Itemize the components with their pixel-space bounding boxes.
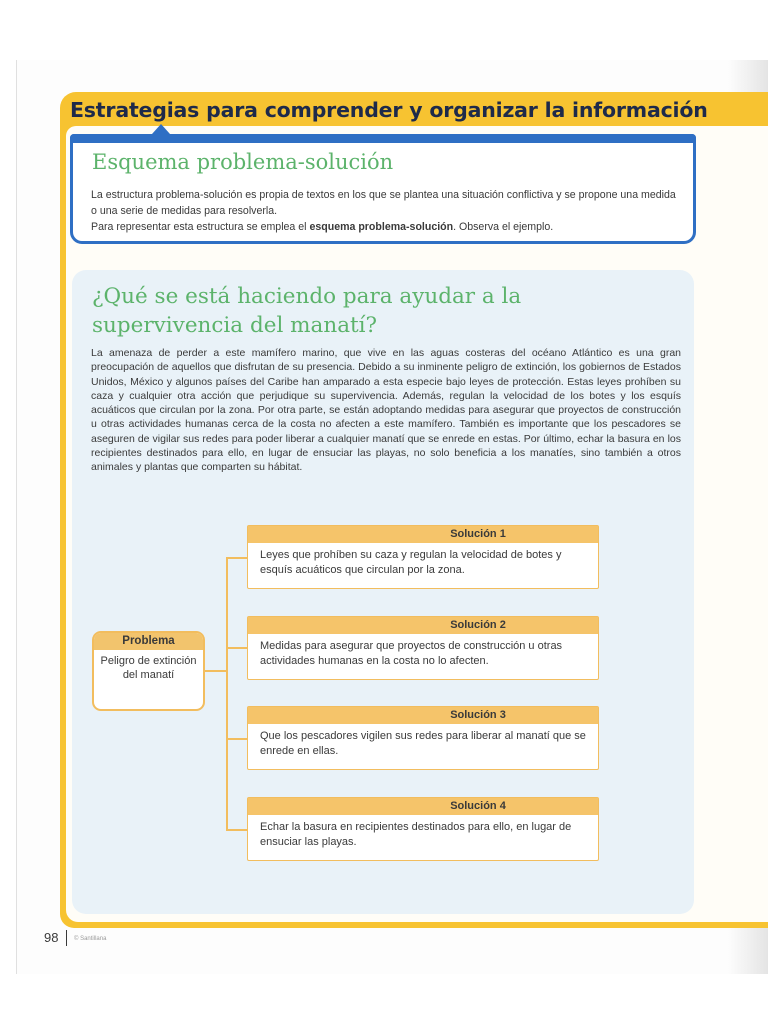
intro-box-top-bar: [70, 134, 696, 143]
connector-problem: [205, 670, 227, 672]
footer-separator: [66, 930, 67, 946]
solution-label: Solución 1: [450, 528, 506, 540]
problem-box: [92, 631, 205, 711]
solution-text: Medidas para asegurar que proyectos de construcción u otras actividades humanas en la costa no lo afecten.: [260, 640, 563, 667]
intro-paragraph-2-end: . Observa el ejemplo.: [453, 221, 554, 233]
intro-title: Esquema problema-solución: [92, 150, 394, 174]
solution-box-2: [247, 616, 599, 680]
connector-trunk: [226, 557, 228, 830]
article-body: La amenaza de perder a este mamífero marino, que vive en las aguas costeras del océano Atlántico es una gran preocupación de aquellos que disfrutan de su presencia. Debido a su inminente peligro de extinción, los gobiernos de Estados Unidos, México y algunos países del Caribe han amparado a esta especie bajo leyes de protección. Estas leyes prohíben su caza y cualquier otra acción que perjudique su supervivencia. Además, regulan la velocidad de los botes y los esquís acuáticos que circulan por la zona. Por otra parte, se están adoptando medidas para asegurar que proyectos de construcción u otras actividades humanas cerca de la costa no afecten a este mamífero. También es importante que los pescadores se aseguren de vigilar sus redes para poder liberar a cualquier manatí que se enrede en estas. Por último, echar la basura en los recipientes destinados para ello, en lugar de ensuciar las playas, no solo beneficia a los manatíes, sino también a otros animales y plantas que comparten su hábitat.: [91, 347, 681, 474]
article-title: ¿Qué se está haciendo para ayudar a la supervivencia del manatí?: [92, 284, 522, 338]
solution-box-3: [247, 706, 599, 770]
solution-label: Solución 3: [450, 709, 506, 721]
header-notch: [152, 124, 170, 134]
section-header-title: Estrategias para comprender y organizar la información: [70, 98, 708, 122]
copyright-note: © Santillana: [74, 936, 107, 942]
solution-box-4: [247, 797, 599, 861]
page-number: 98: [44, 930, 59, 945]
problem-label: Problema: [94, 633, 203, 650]
problem-text: Peligro de extinción del manatí: [100, 655, 197, 681]
solution-box-1: [247, 525, 599, 589]
solution-text: Leyes que prohíben su caza y regulan la velocidad de botes y esquís acuáticos que circulan por la zona.: [260, 549, 562, 576]
connector-solution-1: [226, 557, 247, 559]
connector-solution-3: [226, 738, 247, 740]
solution-label: Solución 2: [450, 619, 506, 631]
solution-text: Que los pescadores vigilen sus redes para liberar al manatí que se enrede en ellas.: [260, 730, 586, 757]
intro-paragraph-2-bold: esquema problema-solución: [309, 221, 454, 233]
solution-text: Echar la basura en recipientes destinados para ello, en lugar de ensuciar las playas.: [260, 821, 572, 848]
intro-paragraph-2: [91, 220, 683, 236]
intro-paragraph-1: La estructura problema-solución es propia de textos en los que se plantea una situación conflictiva y se propone una medida o una serie de medidas para resolverla.: [91, 189, 676, 217]
page-edge: [16, 60, 17, 974]
connector-solution-4: [226, 829, 247, 831]
solution-label: Solución 4: [450, 800, 506, 812]
intro-paragraph-2-start: Para representar esta estructura se emplea el: [91, 221, 310, 233]
connector-solution-2: [226, 647, 247, 649]
